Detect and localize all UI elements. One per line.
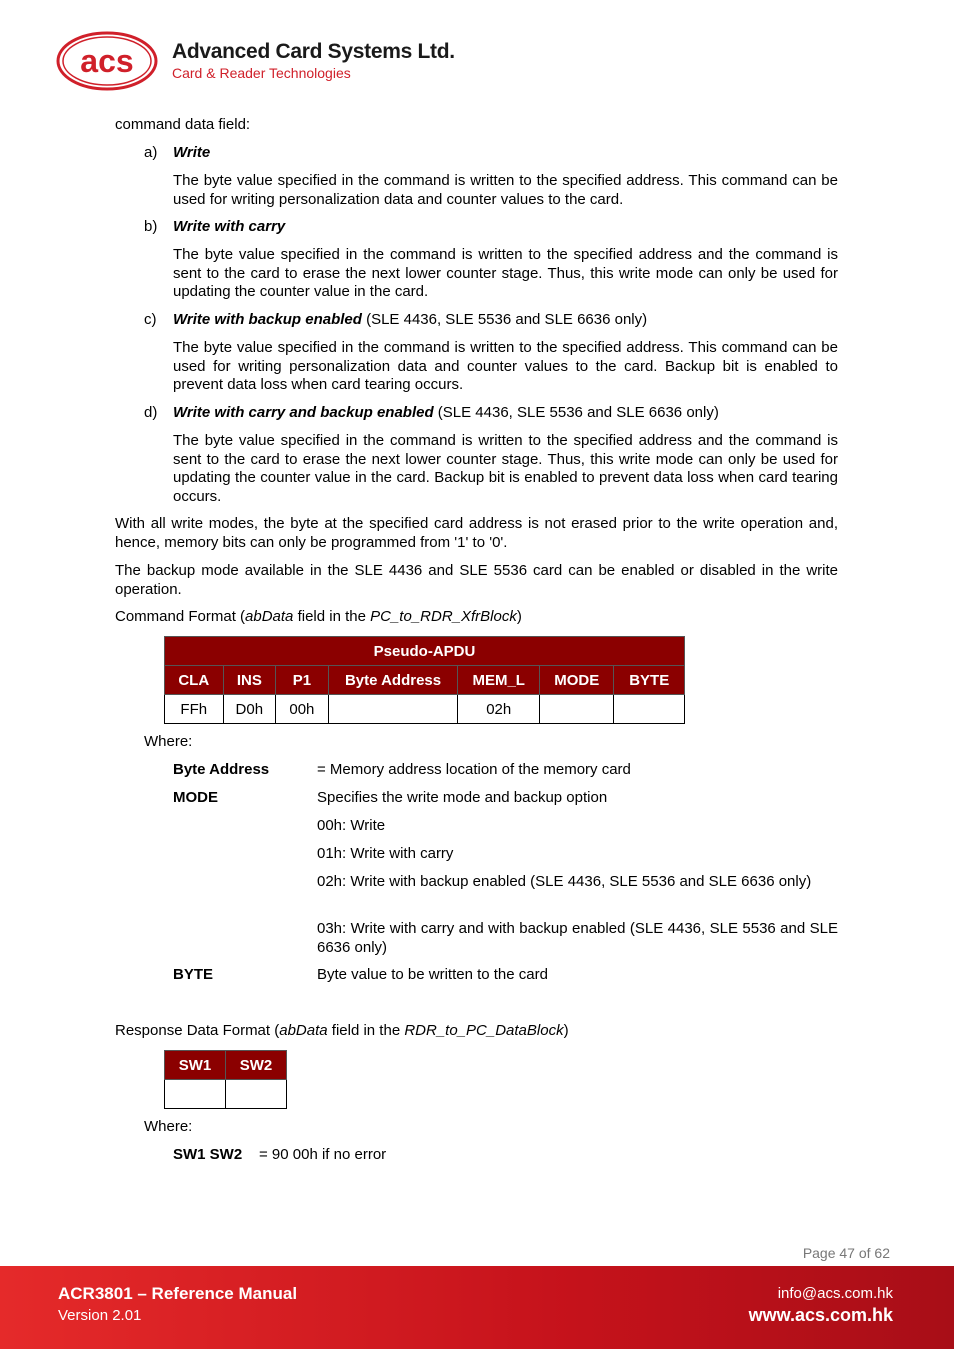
mode-d-desc: The byte value specified in the command is written to the specified address and the command is sent to the card to erase the next lower counter stage. Thus, this write mode can only be used for updating the counter value in the card. Backup bit is enabled to prevent data loss when card tearing occurs. [173, 432, 838, 505]
def-val-byte: Byte value to be written to the card [317, 966, 548, 983]
resp-header-sw2: SW2 [226, 1051, 287, 1080]
def-val-mode: Specifies the write mode and backup option [317, 789, 608, 806]
apdu-table [164, 636, 685, 724]
acs-logo [55, 30, 159, 96]
apdu-header-ins: INS [223, 666, 276, 695]
mode-d-marker: d) [144, 404, 158, 421]
mode-c-title [173, 311, 838, 330]
def-term-byte: BYTE [173, 966, 214, 983]
def-term-byte-address: Byte Address [173, 761, 270, 778]
def-term-mode: MODE [173, 789, 218, 806]
apdu-cell-p1: 00h [276, 695, 329, 724]
backup-mode-paragraph: The backup mode available in the SLE 4436 and SLE 5536 card can be enabled or disabled in the write operation. [115, 562, 838, 598]
def-val-mode-00: 00h: Write [317, 817, 386, 834]
mode-d-title-text: Write with carry and backup enabled [173, 404, 434, 421]
apdu-cell-cla: FFh [165, 695, 224, 724]
footer-version: Version 2.01 [58, 1307, 142, 1324]
intro-text: command data field: [115, 116, 251, 133]
mode-c-desc: The byte value specified in the command is written to the specified address. This command can be used for writing personalization data and counter values to the card. Backup bit is enabled to prevent data loss when card tearing occurs. [173, 339, 838, 393]
where-label-2: Where: [144, 1118, 193, 1135]
resp-cell-sw1 [165, 1080, 226, 1109]
mode-c-title-text: Write with backup enabled [173, 311, 362, 328]
apdu-cell-byte-address [328, 695, 458, 724]
page-number: Page 47 of 62 [802, 1245, 890, 1261]
mode-c-marker: c) [144, 311, 157, 328]
apdu-header-byte-address: Byte Address [328, 666, 458, 695]
apdu-cell-byte [614, 695, 685, 724]
company-name: Advanced Card Systems Ltd. [172, 40, 455, 63]
mode-b-title [173, 218, 838, 237]
apdu-cell-mem-l: 02h [458, 695, 540, 724]
mode-b-marker: b) [144, 218, 158, 235]
footer-website[interactable]: www.acs.com.hk [748, 1305, 893, 1325]
response-format-caption: Response Data Format (abData field in the RDR_to_PC_DataBlock) [115, 1022, 569, 1039]
apdu-header-cla: CLA [165, 666, 224, 695]
company-tagline: Card & Reader Technologies [172, 65, 351, 81]
logo-text: acs [80, 43, 134, 79]
apdu-cell-mode [539, 695, 614, 724]
apdu-table-title: Pseudo-APDU [165, 637, 685, 666]
mode-b-title-text: Write with carry [173, 218, 286, 235]
table-row [165, 1080, 287, 1109]
resp-cell-sw2 [226, 1080, 287, 1109]
apdu-header-p1: P1 [276, 666, 329, 695]
apdu-header-byte: BYTE [614, 666, 685, 695]
footer-title: ACR3801 – Reference Manual [58, 1284, 298, 1303]
def-val-mode-01: 01h: Write with carry [317, 845, 454, 862]
write-modes-paragraph: With all write modes, the byte at the specified card address is not erased prior to the write operation and, hence, memory bits can only be programmed from '1' to '0'. [115, 515, 838, 551]
resp-header-sw1: SW1 [165, 1051, 226, 1080]
where-label: Where: [144, 733, 193, 750]
def-val-mode-02: 02h: Write with backup enabled (SLE 4436, SLE 5536 and SLE 6636 only) [317, 873, 812, 890]
mode-a-title [173, 144, 838, 163]
response-table [164, 1050, 287, 1109]
mode-a-desc: The byte value specified in the command is written to the specified address. This command can be used for writing personalization data and counter values to the card. [173, 172, 838, 208]
mode-a-title-text: Write [173, 144, 211, 161]
def-val-sw: = 90 00h if no error [259, 1146, 387, 1163]
apdu-cell-ins: D0h [223, 695, 276, 724]
def-val-byte-address: = Memory address location of the memory card [317, 761, 631, 778]
mode-c-suffix: (SLE 4436, SLE 5536 and SLE 6636 only) [361, 311, 648, 328]
table-row [165, 695, 685, 724]
command-format-caption: Command Format (abData field in the PC_to_RDR_XfrBlock) [115, 608, 522, 625]
mode-d-title [173, 404, 838, 423]
def-val-mode-03: 03h: Write with carry and with backup enabled (SLE 4436, SLE 5536 and SLE 6636 only) [317, 920, 838, 956]
mode-d-suffix: (SLE 4436, SLE 5536 and SLE 6636 only) [433, 404, 719, 421]
apdu-header-mem-l: MEM_L [458, 666, 540, 695]
apdu-header-mode: MODE [539, 666, 614, 695]
mode-a-marker: a) [144, 144, 158, 161]
def-term-sw: SW1 SW2 [173, 1146, 243, 1163]
mode-b-desc: The byte value specified in the command is written to the specified address and the command is sent to the card to erase the next lower counter stage. Thus, this write mode can only be used for updating the counter value in the card. [173, 246, 838, 300]
footer-email[interactable]: info@acs.com.hk [777, 1285, 893, 1302]
